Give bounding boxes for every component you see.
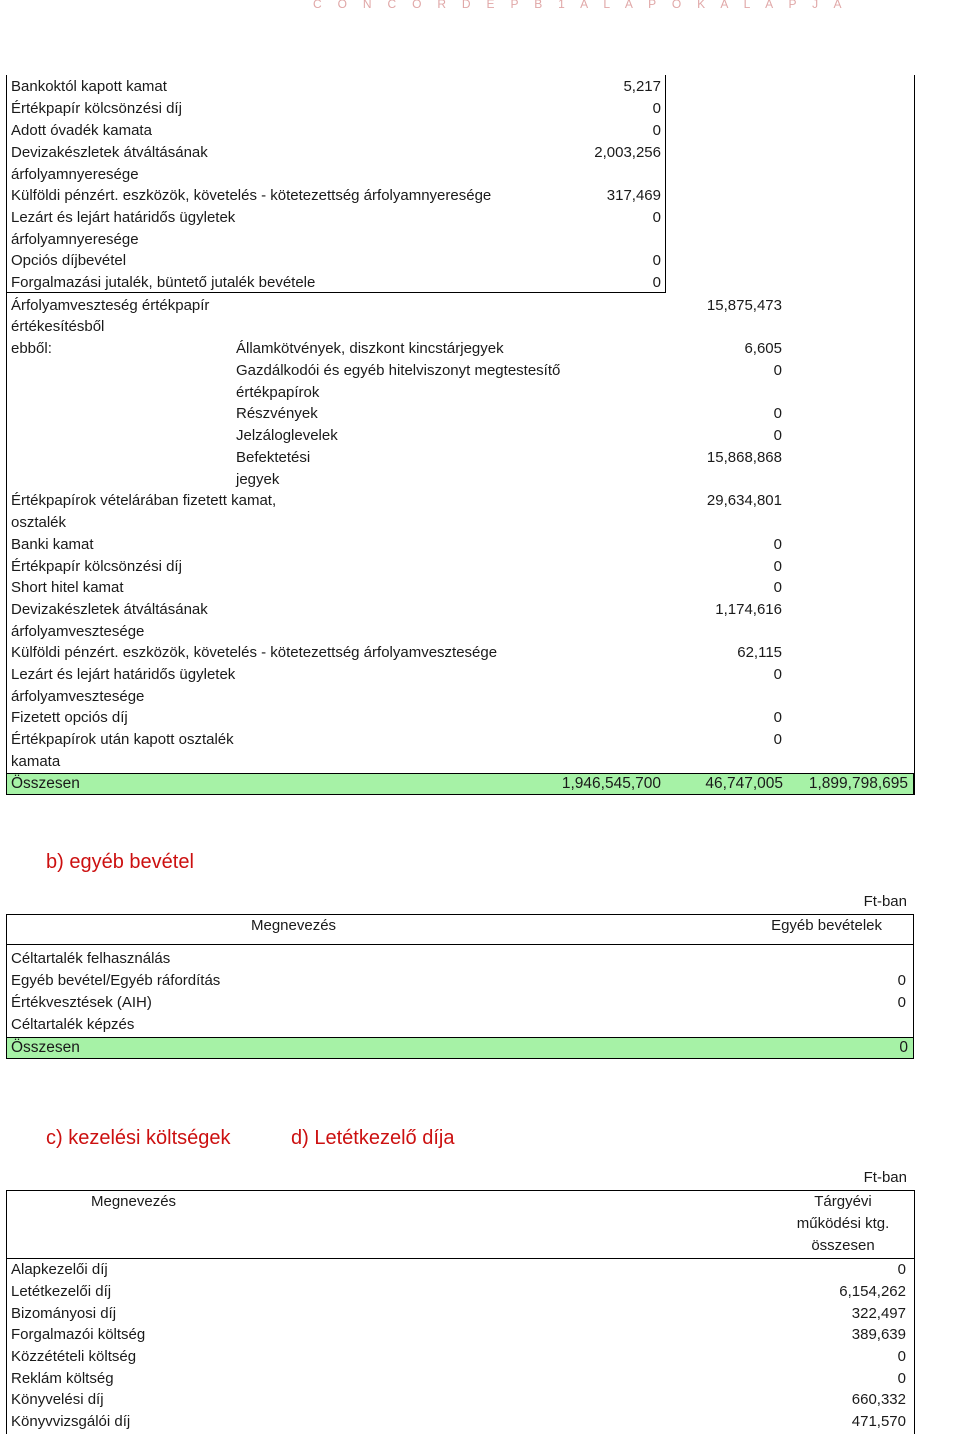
total-label: Összesen [11,1039,80,1056]
table-row [11,664,911,686]
row-value: 0 [773,405,782,422]
table-row [11,229,911,251]
section-c-title: c) kezelési költségek [46,1127,231,1149]
column-header-name: Megnevezés [251,917,337,934]
row-label: Devizakészletek átváltásának [11,144,208,161]
table-row [11,250,911,272]
section-b-title: b) egyéb bevétel [46,851,194,873]
column-header-name: Megnevezés [91,1193,177,1210]
table-right-border [914,75,915,795]
table-row [11,425,911,447]
row-value: 389,639 [851,1326,906,1343]
row-value: 660,332 [851,1391,906,1408]
table-left-border [6,1190,7,1434]
row-value: 0 [897,1370,906,1387]
table-row [11,1324,911,1346]
table-row [11,338,911,360]
row-label-continued: árfolyamvesztesége [11,688,145,705]
row-label: Lezárt és lejárt határidős ügyletek [11,209,236,226]
total-value-1: 1,946,545,700 [561,775,661,792]
row-label-continued: árfolyamvesztesége [11,623,145,640]
row-label: Alapkezelői díj [11,1261,108,1278]
table-row [11,142,911,164]
total-value: 0 [899,1039,908,1056]
row-value: 0 [773,362,782,379]
row-label: Egyéb bevétel/Egyéb ráfordítás [11,972,221,989]
table-row [11,1346,911,1368]
table-row [11,970,911,992]
row-label: Bizományosi díj [11,1305,117,1322]
row-value: 0 [897,1348,906,1365]
row-label-continued: árfolyamnyeresége [11,231,139,248]
total-label: Összesen [11,775,80,792]
row-label: Fizetett opciós díj [11,709,128,726]
table-row [11,295,911,317]
table-row [11,751,911,773]
table-row [11,469,911,491]
row-label: Gazdálkodói és egyéb hitelviszonyt megtestesítő [236,362,561,379]
table-row [11,686,911,708]
table-left-border [6,75,7,795]
total-value-3: 1,899,798,695 [808,775,908,792]
row-value: 29,634,801 [706,492,782,509]
row-value: 6,605 [744,340,782,357]
table-row [11,512,911,534]
row-value: 0 [897,1261,906,1278]
row-label-continued: osztalék [11,514,67,531]
row-label-continued: értékpapírok [236,384,320,401]
row-label: Letétkezelői díj [11,1283,112,1300]
row-value: 0 [773,427,782,444]
row-value: 0 [897,994,906,1011]
table-row [11,948,911,970]
table-row [11,272,911,294]
row-label-continued: kamata [11,753,61,770]
table-row [11,556,911,578]
table-row [11,382,911,404]
row-label-continued: árfolyamnyeresége [11,166,139,183]
table-row [11,1389,911,1411]
row-label: Külföldi pénzért. eszközök, követelés - kötetezettség árfolyamnyeresége [11,187,492,204]
table-row [11,360,911,382]
table-row [11,98,911,120]
row-label: Árfolyamveszteség értékpapír [11,297,210,314]
row-label: Devizakészletek átváltásának [11,601,208,618]
table-row [11,577,911,599]
column-header-value-line1: Tárgyévi [814,1193,872,1210]
row-value: 15,875,473 [706,297,782,314]
row-label: Lezárt és lejárt határidős ügyletek [11,666,236,683]
header-divider [6,944,914,945]
row-label: Értékpapír kölcsönzési díj [11,100,182,117]
column-header-value: Egyéb bevételek [771,917,882,934]
table-top-border [6,1190,914,1191]
table-row [11,403,911,425]
row-value: 0 [773,666,782,683]
row-label: Értékpapírok után kapott osztalék [11,731,234,748]
row-value: 2,003,256 [594,144,661,161]
row-label: Bankoktól kapott kamat [11,78,167,95]
row-label: Külföldi pénzért. eszközök, követelés - kötetezettség árfolyamvesztesége [11,644,498,661]
row-value: 62,115 [737,644,782,661]
row-value: 0 [652,100,661,117]
table-right-border [914,1190,915,1434]
row-label: Opciós díjbevétel [11,252,127,269]
table-row [11,642,911,664]
unit-label: Ft-ban [863,1169,907,1186]
table-row [11,490,911,512]
total-value-2: 46,747,005 [705,775,783,792]
row-label: Jelzáloglevelek [236,427,338,444]
row-value: 317,469 [606,187,661,204]
row-value: 322,497 [851,1305,906,1322]
table-row [11,1281,911,1303]
column-header-value-line2: működési ktg. [796,1215,890,1232]
row-label: Forgalmazási jutalék, büntető jutalék bevétele [11,274,316,291]
table-row [11,185,911,207]
row-value: 0 [652,252,661,269]
row-label: Adott óvadék kamata [11,122,152,139]
row-value: 15,868,868 [706,449,782,466]
table-row [11,534,911,556]
row-label: Könyvelési díj [11,1391,104,1408]
total-row [6,773,914,795]
row-label: Céltartalék felhasználás [11,950,171,967]
table-row [11,1368,911,1390]
row-label: Forgalmazói költség [11,1326,146,1343]
table-row [11,1014,911,1036]
table-row [11,1259,911,1281]
row-value: 0 [652,122,661,139]
table-row [11,76,911,98]
row-label: Részvények [236,405,318,422]
row-label: Könyvvizsgálói díj [11,1413,131,1430]
row-label: Short hitel kamat [11,579,124,596]
table-row [11,1411,911,1433]
row-label: Befektetési [236,449,311,466]
row-label: Közzétételi költség [11,1348,137,1365]
row-value: 0 [773,536,782,553]
row-label: Értékpapírok vételárában fizetett kamat, [11,492,277,509]
table-row [11,207,911,229]
row-value: 0 [773,579,782,596]
row-label: Értékpapír kölcsönzési díj [11,558,182,575]
row-label: Államkötvények, diszkont kincstárjegyek [236,340,504,357]
row-label: Céltartalék képzés [11,1016,135,1033]
row-value: 0 [773,558,782,575]
table-row [11,599,911,621]
table-row [11,992,911,1014]
row-label: Banki kamat [11,536,94,553]
table-row [11,447,911,469]
column-header-value-line3: összesen [811,1237,875,1254]
table-row [11,729,911,751]
table-row [11,621,911,643]
row-value: 471,570 [851,1413,906,1430]
total-row [6,1037,914,1059]
row-value: 0 [652,274,661,291]
row-label-continued: jegyek [236,471,280,488]
table-row [11,164,911,186]
row-value: 0 [652,209,661,226]
row-value: 1,174,616 [715,601,782,618]
unit-label: Ft-ban [863,893,907,910]
document-header: C O N C O R D E P B 1 A L A P O K A L A P J A [313,0,848,11]
row-label: Reklám költség [11,1370,114,1387]
table-row [11,316,911,338]
table-row [11,707,911,729]
row-value: 5,217 [623,78,661,95]
row-value: 6,154,262 [839,1283,906,1300]
row-value: 0 [773,731,782,748]
row-label-continued: értékesítésből [11,318,105,335]
ebbol-label: ebből: [11,340,52,357]
row-value: 0 [897,972,906,989]
table-row [11,1303,911,1325]
row-label: Értékvesztések (AIH) [11,994,152,1011]
table-row [11,120,911,142]
section-d-title: d) Letétkezelő díja [291,1127,455,1149]
row-value: 0 [773,709,782,726]
